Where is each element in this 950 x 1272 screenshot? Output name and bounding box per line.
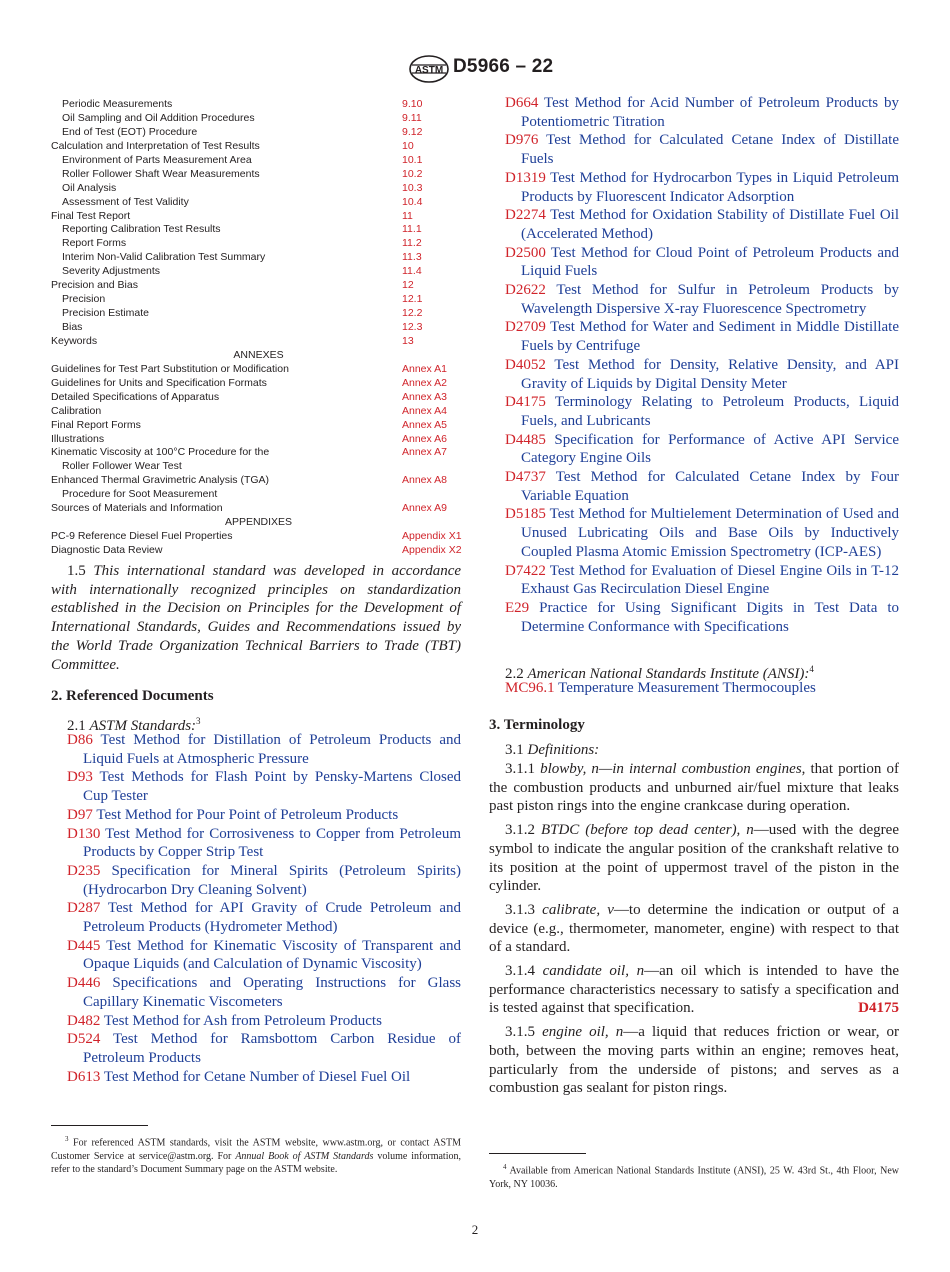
reference-entry bbox=[67, 731, 461, 768]
reference-title-link[interactable]: Practice for Using Significant Digits in Test Data to Determine Conformance with Specifications bbox=[521, 599, 899, 635]
toc-ref-link[interactable]: 11.4 bbox=[402, 265, 422, 278]
toc-ref-link[interactable]: 10.2 bbox=[402, 167, 423, 180]
toc-label: Keywords bbox=[51, 334, 98, 347]
toc-row bbox=[51, 488, 471, 502]
toc-label: Interim Non-Valid Calibration Test Summary bbox=[62, 251, 266, 264]
reference-code-link[interactable]: D2274 bbox=[505, 207, 546, 224]
section-2-2-title: American National Standards Institute (ANSI): bbox=[527, 666, 810, 682]
toc-label: Environment of Parts Measurement Area bbox=[62, 153, 252, 166]
reference-entry bbox=[505, 281, 899, 318]
reference-code-link[interactable]: D613 bbox=[67, 1068, 101, 1085]
toc-ref-link[interactable]: 12.2 bbox=[402, 307, 423, 320]
section-3-1 bbox=[505, 741, 599, 760]
reference-entry bbox=[505, 94, 899, 131]
reference-entry bbox=[505, 679, 899, 698]
toc-label: Detailed Specifications of Apparatus bbox=[51, 390, 220, 403]
toc-ref-link[interactable]: 10.4 bbox=[402, 195, 423, 208]
reference-code-link[interactable]: D2622 bbox=[505, 282, 546, 299]
document-designation: D5966 – 22 bbox=[453, 56, 554, 77]
toc-row bbox=[51, 140, 471, 154]
reference-title-link[interactable]: Specifications and Operating Instructions for Glass Capillary Kinematic Viscometers bbox=[83, 975, 462, 1010]
astm-refs-left bbox=[67, 731, 461, 1086]
reference-code-link[interactable]: D445 bbox=[67, 937, 101, 954]
reference-code-link[interactable]: D4737 bbox=[505, 469, 546, 486]
toc-ref-link[interactable]: Annex A4 bbox=[402, 404, 447, 417]
toc-label: Procedure for Soot Measurement bbox=[62, 488, 218, 501]
toc-label: Illustrations bbox=[51, 432, 105, 445]
toc-ref-link[interactable]: 10.1 bbox=[402, 153, 423, 166]
toc-ref-link[interactable]: 11.2 bbox=[402, 237, 422, 250]
reference-entry bbox=[505, 468, 899, 505]
footnote-4-number: 4 bbox=[503, 1163, 507, 1171]
definition-text: —an oil which is intended to have the performance characteristics necessary to satisfy a specification and is tested against that specification. bbox=[489, 963, 899, 1017]
toc-ref-link[interactable]: 9.11 bbox=[402, 111, 422, 124]
toc-ref-link[interactable]: Annex A2 bbox=[402, 376, 447, 389]
reference-title-link[interactable]: Test Method for Cetane Number of Diesel Fuel Oil bbox=[103, 1068, 411, 1085]
reference-title-link[interactable]: Test Method for Corrosiveness to Copper from Petroleum Products by Copper Strip Test bbox=[83, 825, 461, 861]
definition-3-1-5 bbox=[489, 1023, 899, 1098]
toc-label: ANNEXES bbox=[233, 348, 284, 361]
toc-label: Final Report Forms bbox=[51, 418, 141, 431]
reference-code-link[interactable]: D482 bbox=[67, 1012, 101, 1029]
toc-row bbox=[51, 405, 471, 419]
toc-label: Final Test Report bbox=[51, 209, 131, 222]
toc-label: Guidelines for Units and Specification Formats bbox=[51, 376, 267, 389]
reference-title-link[interactable]: Test Method for Distillation of Petroleum Products and Liquid Fuels at Atmospheric Pressure bbox=[83, 732, 461, 767]
reference-code-link[interactable]: D7422 bbox=[505, 562, 546, 579]
reference-entry bbox=[67, 937, 461, 974]
toc-ref-link[interactable]: 12.1 bbox=[402, 293, 423, 306]
reference-entry bbox=[67, 899, 461, 936]
reference-title-link[interactable]: Test Method for Calculated Cetane Index of Distillate Fuels bbox=[521, 132, 900, 168]
definitions-list bbox=[489, 760, 899, 1103]
reference-title-link[interactable]: Test Method for API Gravity of Crude Petroleum and Petroleum Products (Hydrometer Method) bbox=[83, 900, 461, 936]
toc-row bbox=[51, 446, 471, 460]
definition-text: , that portion of the combustion products and unburned air/fuel mixture that leaks past piston rings into the engine crankcase during operation. bbox=[489, 761, 899, 815]
reference-code-link[interactable]: D4175 bbox=[505, 394, 546, 411]
toc-ref-link[interactable]: Annex A3 bbox=[402, 390, 447, 403]
toc-row bbox=[51, 363, 471, 377]
definition-number: 3.1.2 bbox=[505, 822, 535, 839]
toc-row bbox=[51, 237, 471, 251]
definition-3-1-1 bbox=[489, 760, 899, 816]
section-3-1-number: 3.1 bbox=[505, 742, 524, 758]
footnote-4-text: Available from American National Standards Institute (ANSI), 25 W. 43rd St., 4th Floor, New York, NY 10036. bbox=[489, 1165, 899, 1190]
section-2-heading: 2. Referenced Documents bbox=[51, 688, 214, 704]
reference-title-link[interactable]: Test Method for Oxidation Stability of Distillate Fuel Oil (Accelerated Method) bbox=[521, 207, 899, 242]
toc-label: Kinematic Viscosity at 100°C Procedure for the bbox=[51, 446, 270, 459]
reference-entry bbox=[505, 431, 899, 468]
reference-entry bbox=[505, 206, 899, 243]
reference-entry bbox=[505, 356, 899, 393]
toc-label: Precision and Bias bbox=[51, 279, 138, 292]
toc-row bbox=[51, 502, 471, 516]
definition-number: 3.1.3 bbox=[505, 901, 535, 918]
reference-entry bbox=[67, 974, 461, 1011]
reference-title-link[interactable]: Temperature Measurement Thermocouples bbox=[558, 680, 816, 696]
toc-section-header bbox=[51, 349, 471, 363]
reference-code-link[interactable]: D976 bbox=[505, 132, 539, 149]
definition-term: engine oil, n bbox=[542, 1024, 624, 1041]
footnote-3-marker[interactable]: 3 bbox=[196, 716, 201, 726]
toc-ref-link[interactable]: Annex A7 bbox=[402, 446, 447, 459]
toc-row bbox=[51, 265, 471, 279]
reference-code-link[interactable]: D93 bbox=[67, 769, 93, 786]
toc-label: End of Test (EOT) Procedure bbox=[62, 125, 198, 138]
reference-title-link[interactable]: Test Method for Evaluation of Diesel Engine Oils in T-12 Exhaust Gas Recirculation Diesel Engine bbox=[521, 562, 899, 598]
toc-label: APPENDIXES bbox=[224, 516, 293, 529]
reference-title-link[interactable]: Specification for Performance of Active API Service Category Engine Oils bbox=[521, 431, 899, 467]
toc-label: Sources of Materials and Information bbox=[51, 502, 223, 515]
toc-ref-link[interactable]: 11 bbox=[402, 209, 413, 222]
toc-ref-link[interactable]: 10.3 bbox=[402, 181, 423, 194]
reference-entry bbox=[505, 505, 899, 561]
toc-row bbox=[51, 182, 471, 196]
reference-code-link[interactable]: D97 bbox=[67, 806, 93, 823]
reference-entry bbox=[505, 318, 899, 355]
section-2-1-number: 2.1 bbox=[67, 718, 86, 734]
toc-ref-link[interactable]: 11.3 bbox=[402, 251, 422, 264]
toc-row bbox=[51, 460, 471, 474]
toc-ref-link[interactable]: 9.10 bbox=[402, 98, 423, 110]
section-3-1-title: Definitions: bbox=[527, 742, 600, 758]
toc-label: Assessment of Test Validity bbox=[62, 195, 189, 208]
reference-code-link[interactable]: D4052 bbox=[505, 356, 546, 373]
toc-row bbox=[51, 279, 471, 293]
section-1-5-number: 1.5 bbox=[67, 563, 86, 579]
definition-number: 3.1.1 bbox=[505, 761, 535, 777]
section-1-5 bbox=[51, 562, 461, 674]
reference-title-link[interactable]: Test Method for Pour Point of Petroleum Products bbox=[96, 806, 399, 823]
reference-code-link[interactable]: MC96.1 bbox=[505, 680, 555, 696]
reference-title-link[interactable]: Test Methods for Flash Point by Pensky-Martens Closed Cup Tester bbox=[83, 769, 462, 805]
reference-code-link[interactable]: D524 bbox=[67, 1031, 101, 1048]
reference-entry bbox=[505, 244, 899, 281]
toc-label: Bias bbox=[62, 321, 83, 333]
astm-refs-right bbox=[505, 94, 899, 636]
definition-number: 3.1.4 bbox=[505, 963, 535, 980]
reference-entry bbox=[505, 599, 899, 636]
toc-row bbox=[51, 544, 471, 558]
toc-ref-link[interactable]: Annex A8 bbox=[402, 474, 447, 487]
toc-label: Roller Follower Wear Test bbox=[62, 460, 182, 473]
toc-label: Guidelines for Test Part Substitution or Modification bbox=[51, 362, 289, 375]
definition-3-1-2 bbox=[489, 821, 899, 896]
toc-section-header bbox=[51, 516, 471, 530]
toc-label: Oil Sampling and Oil Addition Procedures bbox=[62, 111, 255, 124]
table-of-contents bbox=[51, 98, 471, 558]
reference-title-link[interactable]: Test Method for Acid Number of Petroleum Products by Potentiometric Titration bbox=[521, 95, 899, 130]
reference-title-link[interactable]: Test Method for Calculated Cetane Index by Four Variable Equation bbox=[521, 469, 899, 504]
definition-number: 3.1.5 bbox=[505, 1024, 535, 1041]
toc-ref-link[interactable]: 12 bbox=[402, 279, 414, 292]
reference-entry bbox=[505, 393, 899, 430]
toc-label: Precision bbox=[62, 293, 106, 306]
toc-row bbox=[51, 391, 471, 405]
toc-label: Report Forms bbox=[62, 237, 127, 250]
definition-text: —to determine the indication or output of a device (e.g., thermometer, manometer, engine) with respect to that of a standard. bbox=[489, 901, 899, 956]
toc-row bbox=[51, 98, 471, 112]
toc-ref-link[interactable]: 11.1 bbox=[402, 223, 422, 236]
footnote-rule-right bbox=[489, 1153, 586, 1154]
reference-title-link[interactable]: Test Method for Hydrocarbon Types in Liquid Petroleum Products by Fluorescent Indicator Adsorption bbox=[521, 169, 900, 205]
toc-label: Calibration bbox=[51, 404, 102, 417]
reference-code-link[interactable]: D235 bbox=[67, 862, 101, 879]
toc-row bbox=[51, 335, 471, 349]
toc-row bbox=[51, 126, 471, 140]
reference-entry bbox=[67, 862, 461, 899]
reference-code-link[interactable]: E29 bbox=[505, 599, 530, 616]
reference-entry bbox=[67, 825, 461, 862]
definition-text: —used with the degree symbol to indicate the angular position of the crankshaft relative to its position at the point of uppermost travel of the piston in the cylinder. bbox=[489, 822, 899, 895]
reference-title-link[interactable]: Terminology Relating to Petroleum Products, Liquid Fuels, and Lubricants bbox=[521, 394, 899, 429]
definition-term: BTDC (before top dead center), n bbox=[540, 822, 754, 839]
toc-ref-link[interactable]: 12.3 bbox=[402, 321, 423, 333]
reference-entry bbox=[67, 768, 461, 805]
toc-row bbox=[51, 307, 471, 321]
toc-label: Oil Analysis bbox=[62, 181, 117, 194]
toc-row bbox=[51, 223, 471, 237]
toc-ref-link[interactable]: 13 bbox=[402, 334, 414, 347]
toc-label: Severity Adjustments bbox=[62, 265, 161, 278]
footnote-3-text-b: volume information, refer to the standard’s Document Summary page on the ASTM website. bbox=[51, 1150, 461, 1175]
footnote-rule-left bbox=[51, 1125, 148, 1126]
definition-3-1-3 bbox=[489, 901, 899, 957]
reference-title-link[interactable]: Test Method for Sulfur in Petroleum Products by Wavelength Dispersive X-ray Fluorescence Spectrometry bbox=[521, 282, 899, 317]
definition-term: calibrate, v bbox=[542, 901, 614, 918]
footnote-3-text-a: For referenced ASTM standards, visit the ASTM website, www.astm.org, or contact ASTM Customer Service at service@astm.org. For bbox=[51, 1137, 462, 1162]
reference-entry bbox=[505, 562, 899, 599]
reference-title-link[interactable]: Test Method for Multielement Determination of Used and Unused Lubricating Oils and Base Oils by Inductively Coupled Plasma Atomic Emission Spectrometry (ICP-AES) bbox=[521, 506, 899, 560]
reference-code-link[interactable]: D86 bbox=[67, 732, 93, 748]
toc-label: Precision Estimate bbox=[62, 307, 149, 320]
footnote-4-marker[interactable]: 4 bbox=[809, 664, 814, 674]
definition-text: —a liquid that reduces friction or wear, or both, between the moving parts within an engine; removes heat, particularly from the underside of pistons; and serves as a combustion gas sealant for piston rings. bbox=[489, 1024, 899, 1097]
toc-row bbox=[51, 154, 471, 168]
reference-code-link[interactable]: D664 bbox=[505, 95, 539, 111]
definition-term: candidate oil, n bbox=[542, 963, 645, 980]
toc-label: Roller Follower Shaft Wear Measurements bbox=[62, 167, 260, 180]
reference-entry bbox=[505, 131, 899, 168]
logo-text: ASTM bbox=[414, 65, 444, 76]
toc-row bbox=[51, 433, 471, 447]
toc-ref-link[interactable]: Appendix X1 bbox=[402, 530, 462, 543]
toc-ref-link[interactable]: Annex A5 bbox=[402, 418, 447, 431]
footnote-3 bbox=[51, 1133, 461, 1176]
toc-ref-link[interactable]: Annex A9 bbox=[402, 502, 447, 515]
reference-entry bbox=[505, 169, 899, 206]
reference-title-link[interactable]: Test Method for Ash from Petroleum Products bbox=[103, 1012, 382, 1029]
reference-code-link[interactable]: D5185 bbox=[505, 506, 546, 523]
toc-row bbox=[51, 530, 471, 544]
toc-ref-link[interactable]: Annex A1 bbox=[402, 362, 447, 375]
reference-entry bbox=[67, 1030, 461, 1067]
definition-term: blowby, n—in internal combustion engines bbox=[540, 761, 802, 777]
section-1-5-text: This international standard was developed in accordance with internationally recognized principles on standardization established in the Decision on Principles for the Development of International Standards, Guides and Recommendations issued by the World Trade Organization Technical Barriers to Trade (TBT) Committee. bbox=[51, 563, 462, 673]
reference-entry bbox=[67, 1068, 461, 1087]
toc-label: Calculation and Interpretation of Test Results bbox=[51, 139, 260, 152]
reference-code-link[interactable]: D2709 bbox=[505, 319, 546, 336]
reference-title-link[interactable]: Test Method for Density, Relative Density, and API Gravity of Liquids by Digital Density Meter bbox=[521, 356, 899, 392]
toc-row bbox=[51, 196, 471, 210]
reference-code-link[interactable]: D446 bbox=[67, 975, 101, 992]
footnote-4 bbox=[489, 1161, 899, 1191]
reference-title-link[interactable]: Test Method for Water and Sediment in Middle Distillate Fuels by Centrifuge bbox=[521, 319, 899, 355]
reference-title-link[interactable]: Test Method for Ramsbottom Carbon Residue of Petroleum Products bbox=[83, 1031, 461, 1066]
reference-title-link[interactable]: Test Method for Kinematic Viscosity of Transparent and Opaque Liquids (and Calculation of Dynamic Viscosity) bbox=[83, 937, 461, 973]
toc-row bbox=[51, 321, 471, 335]
toc-ref-link[interactable]: 9.12 bbox=[402, 125, 423, 138]
toc-ref-link[interactable]: Annex A6 bbox=[402, 432, 447, 445]
astm-logo bbox=[408, 54, 450, 84]
reference-entry bbox=[67, 1012, 461, 1031]
definition-3-1-4 bbox=[489, 962, 899, 1018]
toc-row bbox=[51, 377, 471, 391]
toc-label: PC-9 Reference Diesel Fuel Properties bbox=[51, 530, 233, 543]
toc-label: Enhanced Thermal Gravimetric Analysis (TGA) bbox=[51, 474, 270, 487]
section-2-2-number: 2.2 bbox=[505, 666, 524, 682]
reference-code-link[interactable]: D4485 bbox=[505, 431, 546, 448]
toc-label: Reporting Calibration Test Results bbox=[62, 223, 221, 236]
definition-xref-link[interactable]: D4175 bbox=[858, 1000, 899, 1017]
toc-label: Diagnostic Data Review bbox=[51, 544, 163, 556]
ansi-refs bbox=[505, 679, 899, 698]
section-2-1-title: ASTM Standards: bbox=[89, 718, 197, 734]
section-3-heading: 3. Terminology bbox=[489, 717, 585, 733]
reference-code-link[interactable]: D2500 bbox=[505, 244, 546, 261]
reference-title-link[interactable]: Specification for Mineral Spirits (Petroleum Spirits) (Hydrocarbon Dry Cleaning Solvent) bbox=[83, 862, 461, 898]
reference-code-link[interactable]: D287 bbox=[67, 900, 101, 917]
footnote-3-number: 3 bbox=[65, 1135, 69, 1143]
reference-title-link[interactable]: Test Method for Cloud Point of Petroleum Products and Liquid Fuels bbox=[521, 244, 899, 280]
reference-code-link[interactable]: D130 bbox=[67, 825, 101, 842]
toc-row bbox=[51, 112, 471, 126]
toc-row bbox=[51, 210, 471, 224]
page-number: 2 bbox=[471, 1222, 479, 1237]
toc-row bbox=[51, 474, 471, 488]
reference-code-link[interactable]: D1319 bbox=[505, 169, 546, 186]
toc-row bbox=[51, 168, 471, 182]
toc-ref-link[interactable]: Appendix X2 bbox=[402, 544, 462, 556]
reference-entry bbox=[67, 806, 461, 825]
toc-row bbox=[51, 293, 471, 307]
toc-row bbox=[51, 419, 471, 433]
footnote-3-text-italic: Annual Book of ASTM Standards bbox=[235, 1150, 374, 1162]
toc-row bbox=[51, 251, 471, 265]
toc-ref-link[interactable]: 10 bbox=[402, 139, 414, 152]
toc-label: Periodic Measurements bbox=[62, 98, 173, 110]
